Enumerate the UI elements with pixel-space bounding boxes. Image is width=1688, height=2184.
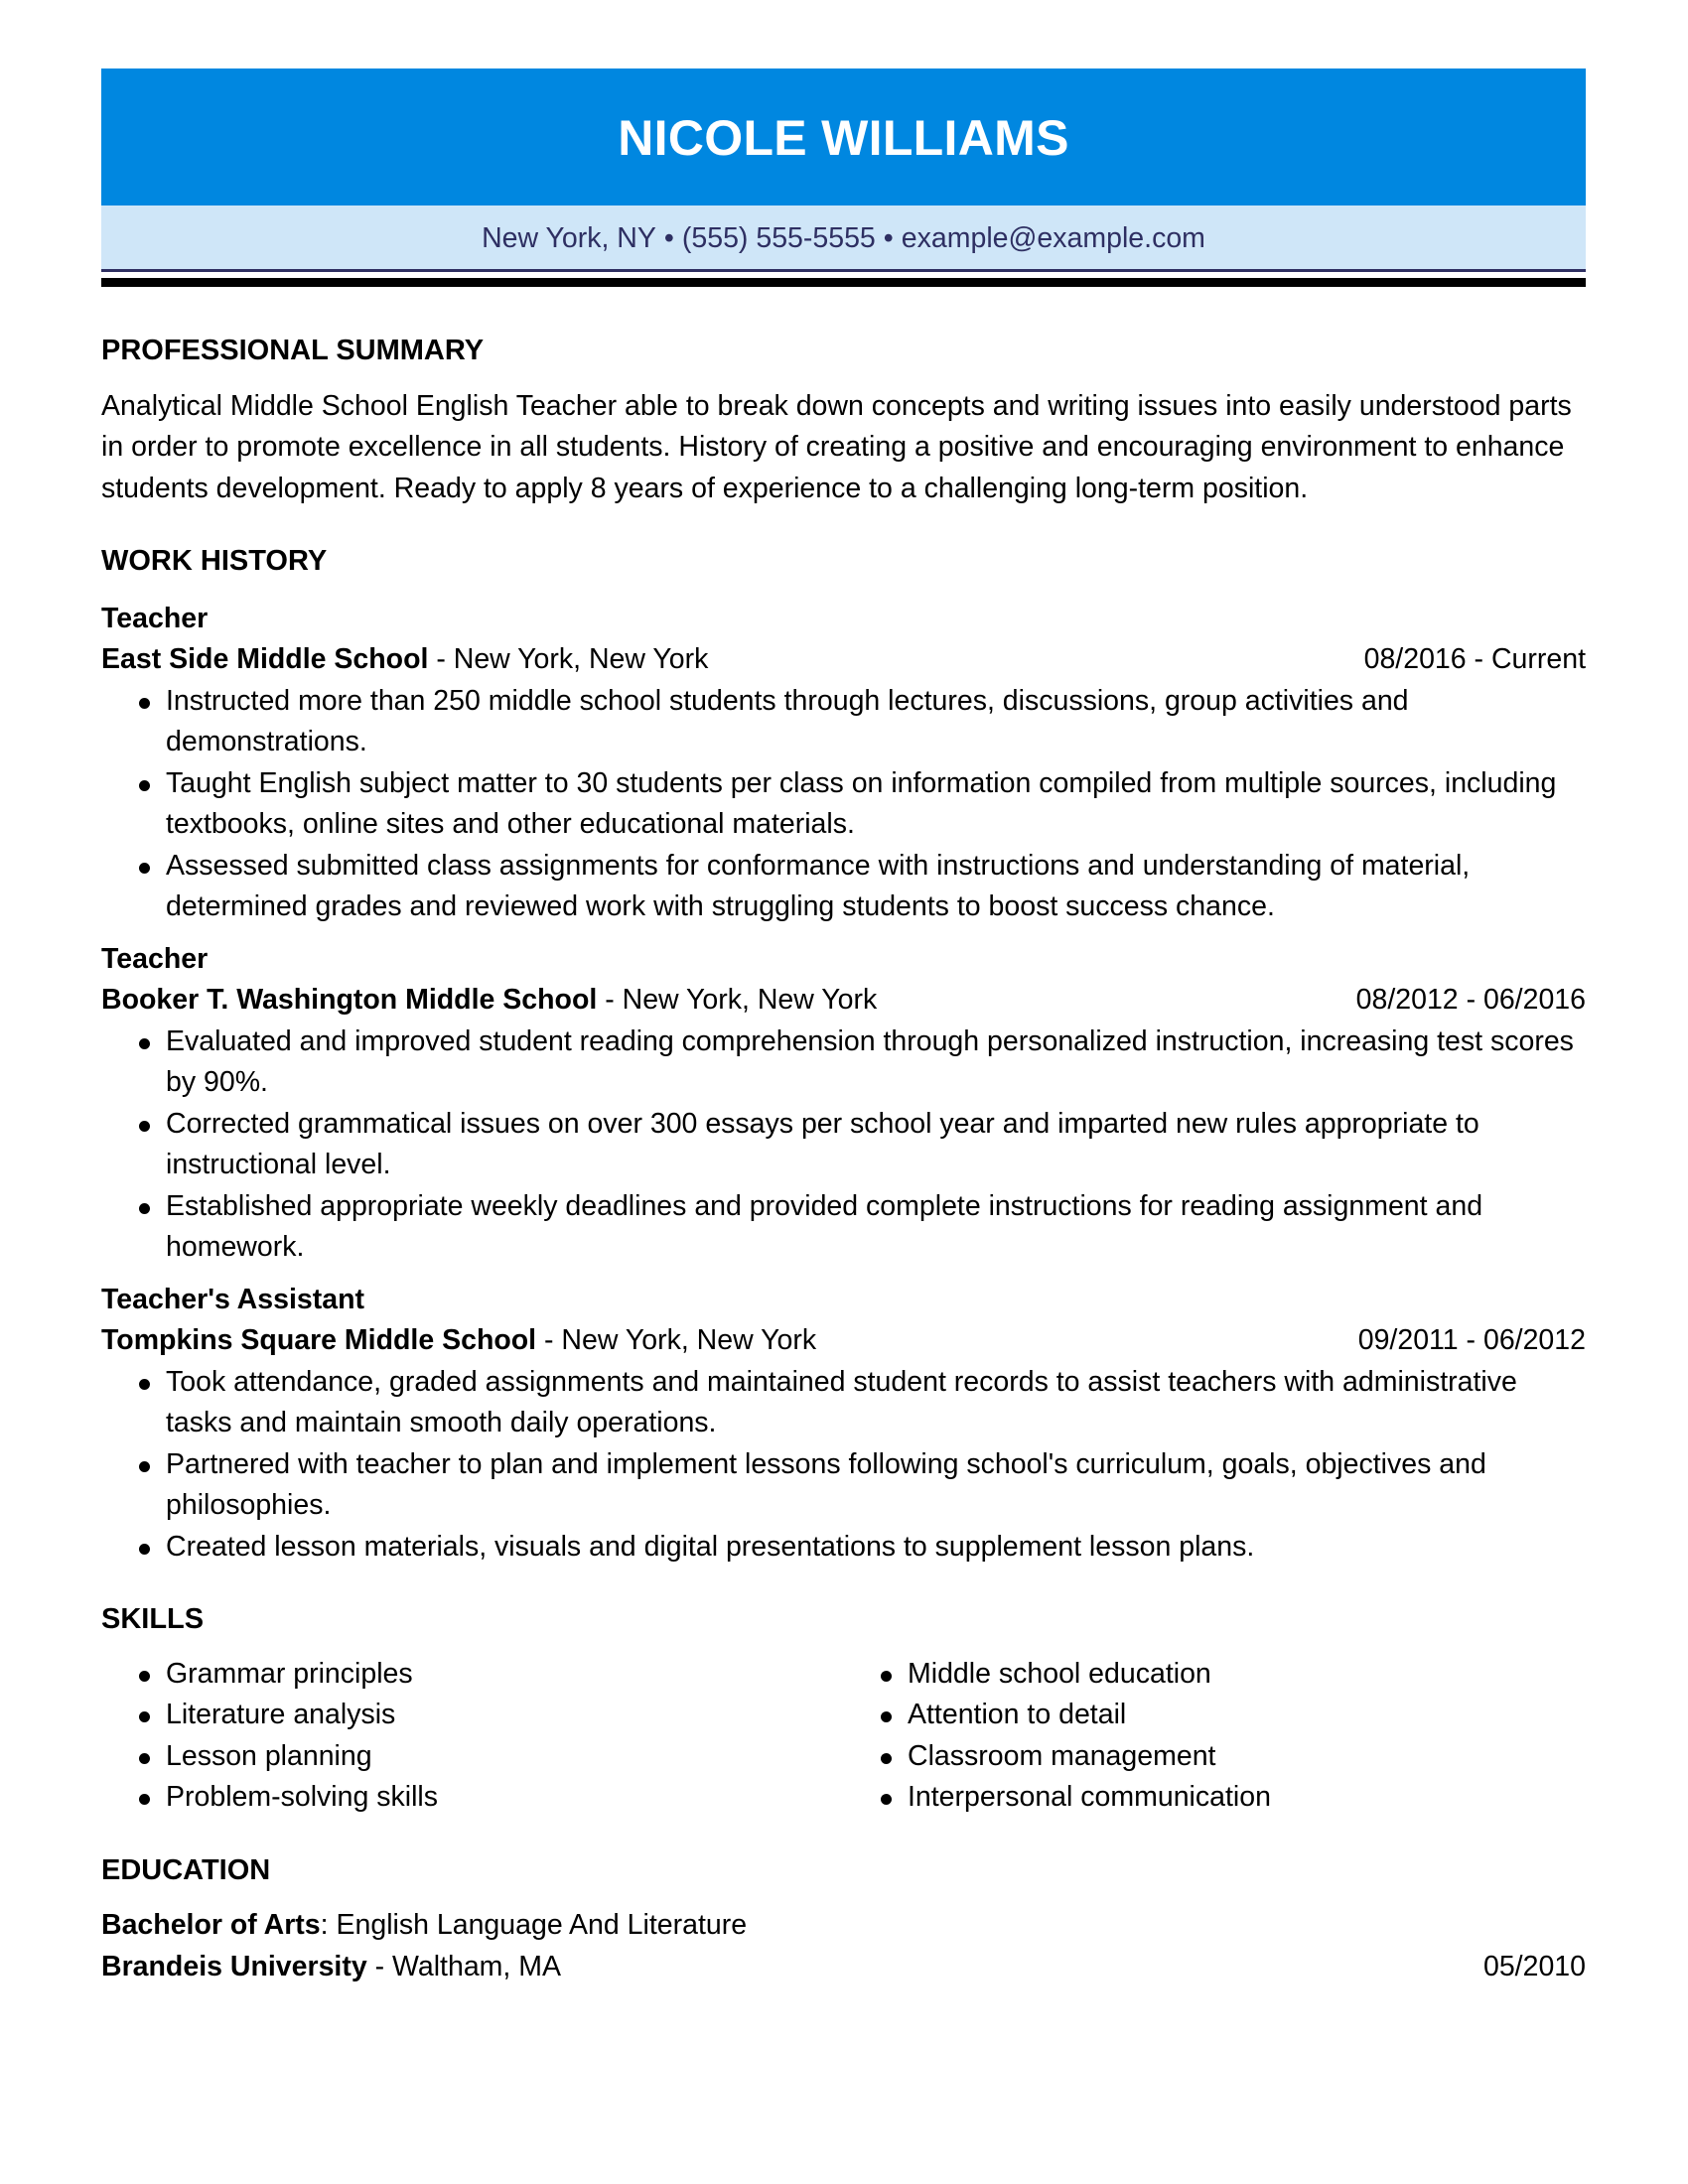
list-item	[101, 1104, 1586, 1186]
bullet-icon	[139, 1753, 150, 1764]
job-entry	[101, 1280, 1586, 1569]
job-meta	[101, 1320, 1586, 1362]
list-item	[101, 1362, 1586, 1444]
degree-line	[101, 1905, 1586, 1947]
skill-text: Attention to detail	[908, 1699, 1127, 1730]
bullet-separator: •	[663, 221, 674, 254]
summary-section	[101, 331, 1586, 509]
skill-item	[843, 1736, 1586, 1778]
contact-banner	[101, 205, 1586, 272]
skills-column-left	[101, 1654, 843, 1819]
employer-line	[101, 1320, 816, 1362]
contact-email[interactable]: example@example.com	[901, 221, 1205, 254]
job-entry	[101, 599, 1586, 928]
skill-item	[843, 1777, 1586, 1819]
graduation-date: 05/2010	[1482, 1950, 1586, 1982]
school-location: - Waltham, MA	[366, 1950, 562, 1982]
skills-column-right	[843, 1654, 1586, 1819]
skill-text: Lesson planning	[166, 1739, 372, 1772]
bullet-icon	[139, 1711, 150, 1722]
job-title: Teacher	[101, 942, 209, 975]
job-title: Teacher's Assistant	[101, 1283, 364, 1315]
candidate-name: NICOLE WILLIAMS	[618, 110, 1069, 166]
skills-section	[101, 1599, 1586, 1819]
job-meta	[101, 639, 1586, 681]
skill-item	[101, 1654, 843, 1696]
resume-header	[101, 68, 1586, 287]
bullet-icon	[881, 1671, 892, 1682]
bullet-text: Established appropriate weekly deadlines and provided complete instructions for reading assignment and homework.	[166, 1189, 1483, 1263]
list-item	[101, 1022, 1586, 1104]
skills-columns	[101, 1654, 1586, 1819]
job-dates: 08/2016 - Current	[1363, 643, 1586, 675]
resume-page	[101, 68, 1586, 1987]
contact-line	[482, 222, 1205, 255]
job-dates: 08/2012 - 06/2016	[1355, 984, 1586, 1016]
school-line	[101, 1947, 1586, 1988]
list-item	[101, 1527, 1586, 1569]
list-item	[101, 681, 1586, 763]
bullet-icon	[139, 1121, 150, 1132]
list-item	[101, 763, 1586, 846]
employer-line	[101, 639, 708, 681]
job-meta	[101, 980, 1586, 1022]
header-divider	[101, 278, 1586, 287]
skill-text: Grammar principles	[166, 1657, 413, 1690]
contact-location: New York, NY	[482, 221, 656, 254]
bullet-text: Partnered with teacher to plan and implement lessons following school's curriculum, goals, objectives and philosophies.	[166, 1447, 1486, 1521]
list-item	[101, 1186, 1586, 1269]
skill-text: Problem-solving skills	[166, 1781, 438, 1813]
job-title: Teacher	[101, 602, 209, 634]
section-heading: WORK HISTORY	[101, 545, 328, 577]
section-heading: SKILLS	[101, 1603, 205, 1635]
employer-name: East Side Middle School	[101, 643, 429, 675]
skill-text: Literature analysis	[166, 1699, 396, 1730]
bullet-text: Corrected grammatical issues on over 300 essays per school year and imparted new rules appropriate to instructional level.	[166, 1107, 1479, 1180]
bullet-icon	[139, 698, 150, 709]
degree-name: Bachelor of Arts	[101, 1909, 321, 1941]
bullet-icon	[139, 780, 150, 791]
job-bullets	[101, 1362, 1586, 1569]
bullet-icon	[139, 1461, 150, 1472]
skill-item	[101, 1777, 843, 1819]
school-name: Brandeis University	[101, 1950, 367, 1982]
skill-item	[101, 1695, 843, 1736]
employer-line	[101, 980, 877, 1022]
list-item	[101, 1444, 1586, 1527]
bullet-icon	[139, 1038, 150, 1049]
bullet-text: Taught English subject matter to 30 students per class on information compiled from multiple sources, including textbooks, online sites and other educational materials.	[166, 766, 1557, 840]
work-history-section	[101, 541, 1586, 1568]
employer-name: Booker T. Washington Middle School	[101, 984, 598, 1016]
bullet-icon	[139, 1379, 150, 1390]
bullet-text: Took attendance, graded assignments and maintained student records to assist teachers with administrative tasks and maintain smooth daily operations.	[166, 1365, 1517, 1438]
bullet-icon	[881, 1753, 892, 1764]
bullet-text: Evaluated and improved student reading comprehension through personalized instruction, increasing test scores by 90%.	[166, 1024, 1574, 1098]
job-entry	[101, 939, 1586, 1269]
list-item	[101, 846, 1586, 928]
bullet-icon	[139, 863, 150, 874]
skill-item	[101, 1736, 843, 1778]
skill-text: Middle school education	[908, 1657, 1211, 1690]
job-dates: 09/2011 - 06/2012	[1357, 1324, 1586, 1356]
skill-item	[843, 1654, 1586, 1696]
summary-text: Analytical Middle School English Teacher able to break down concepts and writing issues into easily understood parts in order to promote excellence in all students. History of creating a positive and encouraging environment to enhance students development. Ready to apply 8 years of experience to a challenging long-term position.	[101, 389, 1572, 504]
contact-phone: (555) 555-5555	[681, 221, 876, 254]
employer-name: Tompkins Square Middle School	[101, 1324, 537, 1356]
bullet-separator: •	[883, 221, 894, 254]
section-heading: PROFESSIONAL SUMMARY	[101, 335, 485, 366]
skill-text: Interpersonal communication	[908, 1781, 1271, 1813]
bullet-icon	[139, 1794, 150, 1805]
bullet-icon	[881, 1794, 892, 1805]
bullet-icon	[139, 1203, 150, 1214]
bullet-icon	[139, 1544, 150, 1555]
bullet-text: Assessed submitted class assignments for conformance with instructions and understanding of material, determined grades and reviewed work with struggling students to boost success chance.	[166, 849, 1471, 922]
skill-text: Classroom management	[908, 1739, 1216, 1772]
degree-field: : English Language And Literature	[320, 1909, 748, 1941]
education-section	[101, 1850, 1586, 1988]
school-info	[101, 1947, 561, 1988]
skill-item	[843, 1695, 1586, 1736]
bullet-text: Created lesson materials, visuals and digital presentations to supplement lesson plans.	[166, 1530, 1255, 1563]
job-location: - New York, New York	[597, 984, 878, 1016]
bullet-icon	[881, 1711, 892, 1722]
job-bullets	[101, 681, 1586, 928]
name-banner	[101, 68, 1586, 205]
job-location: - New York, New York	[536, 1324, 817, 1356]
bullet-icon	[139, 1671, 150, 1682]
job-location: - New York, New York	[428, 643, 709, 675]
education-entry	[101, 1905, 1586, 1987]
section-heading: EDUCATION	[101, 1853, 271, 1886]
bullet-text: Instructed more than 250 middle school students through lectures, discussions, group activities and demonstrations.	[166, 684, 1409, 757]
job-bullets	[101, 1022, 1586, 1269]
